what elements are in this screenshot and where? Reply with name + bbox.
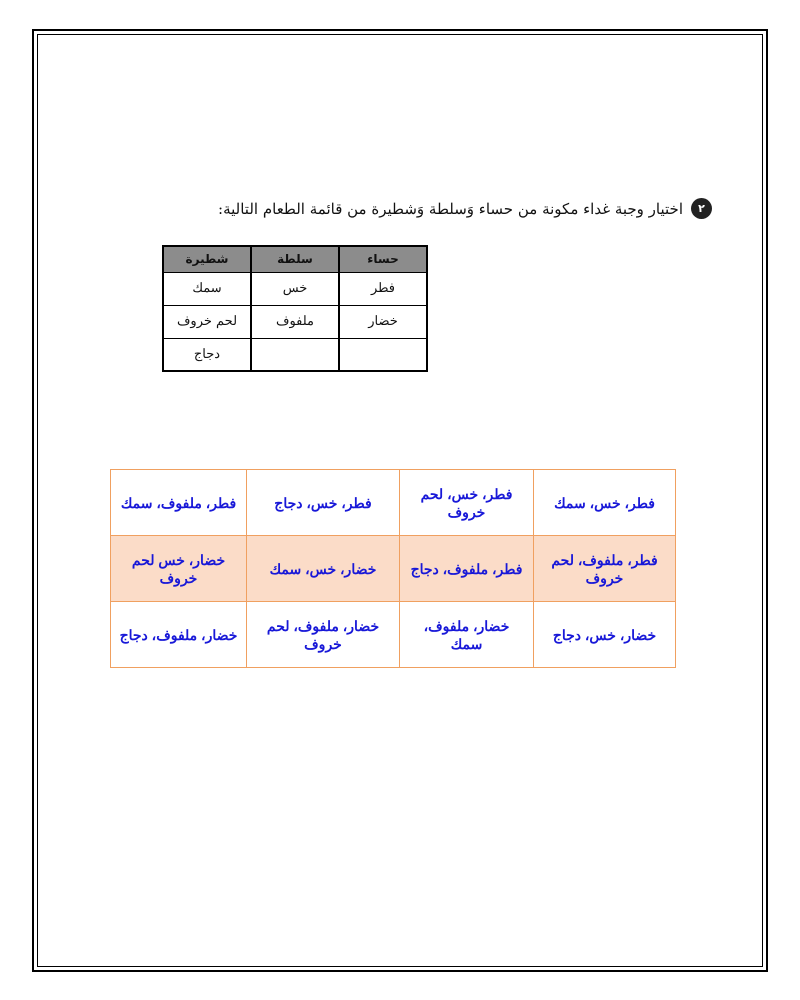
question-number-badge: ٢ xyxy=(691,198,712,219)
combination-cell: خضار، ملفوف، لحم خروف xyxy=(247,602,400,668)
menu-cell: دجاج xyxy=(163,338,251,371)
combinations-table xyxy=(110,469,676,668)
menu-cell: خس xyxy=(251,272,339,305)
menu-table-row xyxy=(163,305,427,338)
menu-table-row xyxy=(163,338,427,371)
combination-cell: فطر، ملفوف، دجاج xyxy=(400,536,534,602)
menu-cell: فطر xyxy=(339,272,427,305)
combination-cell: خضار، ملفوف، دجاج xyxy=(111,602,247,668)
menu-table-row xyxy=(163,272,427,305)
combination-cell: خضار، خس، سمك xyxy=(247,536,400,602)
combination-row xyxy=(111,602,676,668)
menu-cell: خضار xyxy=(339,305,427,338)
menu-header-salad: سلطة xyxy=(251,246,339,272)
question xyxy=(218,198,712,219)
menu-header-soup: حساء xyxy=(339,246,427,272)
combination-row xyxy=(111,470,676,536)
menu-cell: سمك xyxy=(163,272,251,305)
combination-cell: خضار، خس، دجاج xyxy=(534,602,676,668)
menu-cell xyxy=(339,338,427,371)
combination-row xyxy=(111,536,676,602)
combination-cell: خضار، ملفوف، سمك xyxy=(400,602,534,668)
combination-cell: فطر، خس، لحم خروف xyxy=(400,470,534,536)
combination-cell: فطر، ملفوف، لحم خروف xyxy=(534,536,676,602)
combination-cell: خضار، خس لحم خروف xyxy=(111,536,247,602)
menu-table-header-row xyxy=(163,246,427,272)
menu-cell xyxy=(251,338,339,371)
combination-cell: فطر، خس، سمك xyxy=(534,470,676,536)
question-text: اختيار وجبة غداء مكونة من حساء وَسلطة وَشطيرة من قائمة الطعام التالية: xyxy=(218,199,683,218)
menu-cell: ملفوف xyxy=(251,305,339,338)
menu-table xyxy=(162,245,428,372)
menu-header-sandwich: شطيرة xyxy=(163,246,251,272)
combination-cell: فطر، ملفوف، سمك xyxy=(111,470,247,536)
combination-cell: فطر، خس، دجاج xyxy=(247,470,400,536)
menu-cell: لحم خروف xyxy=(163,305,251,338)
